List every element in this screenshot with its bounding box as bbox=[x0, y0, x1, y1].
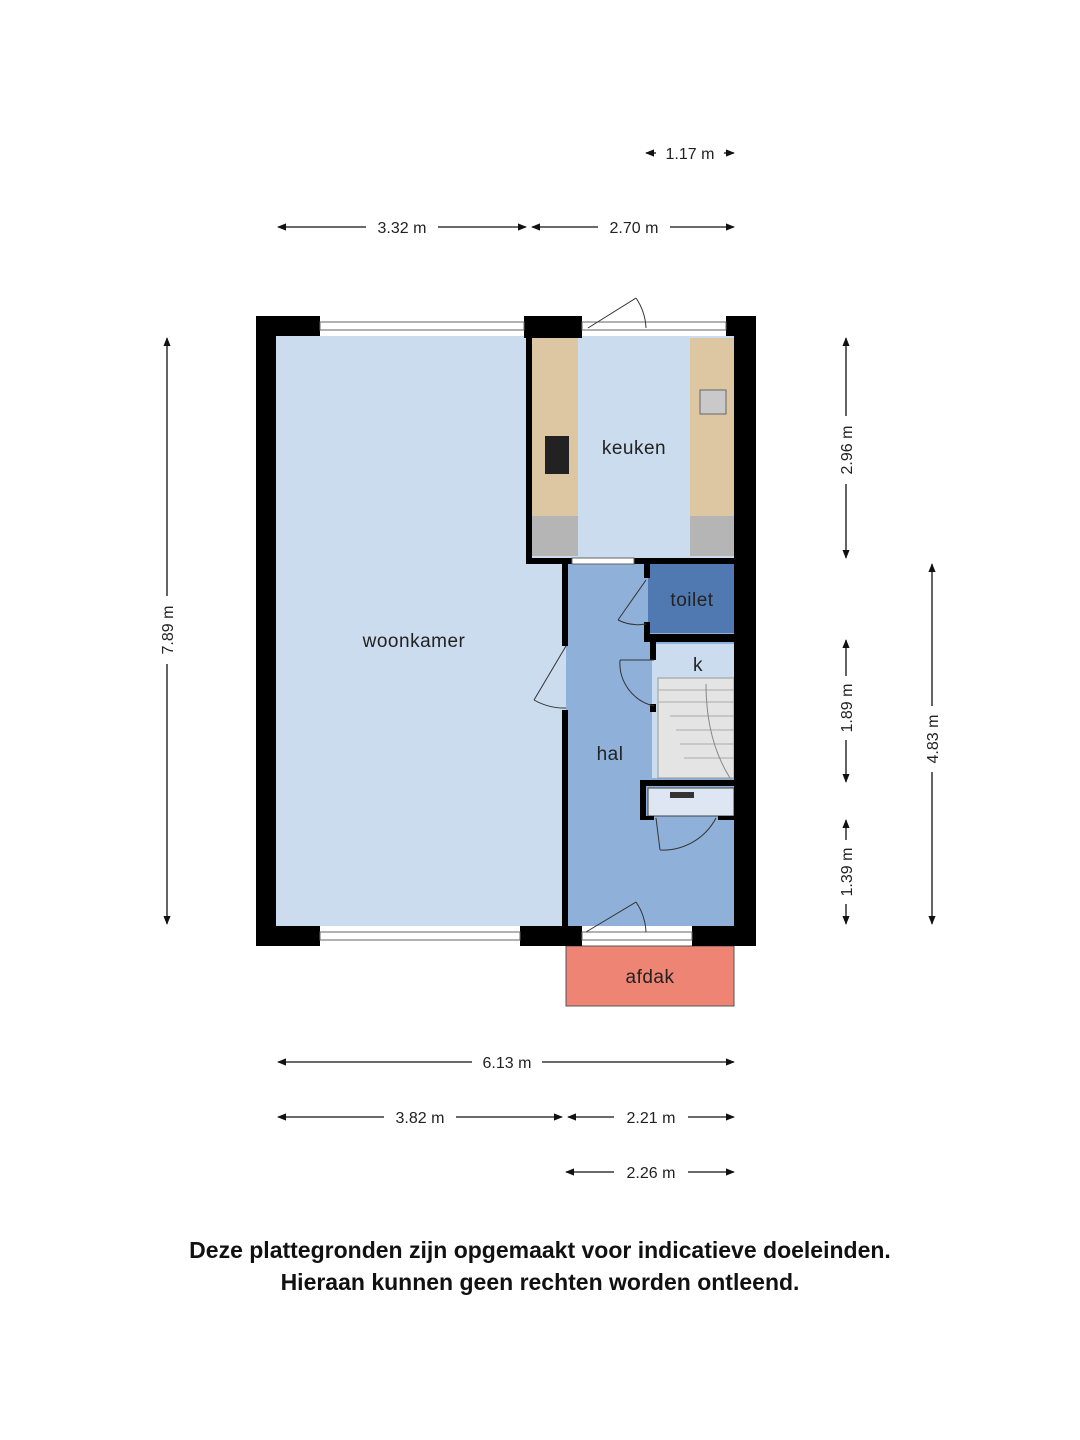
wall-bottom-mid-pier bbox=[520, 926, 582, 946]
dim-bottom-221: 2.21 m bbox=[626, 1110, 676, 1127]
window-top-right bbox=[582, 322, 726, 330]
sink-icon bbox=[700, 390, 726, 414]
window-bottom-right bbox=[582, 932, 692, 940]
dim-right-296: 2.96 m bbox=[839, 425, 856, 475]
dim-right-139: 1.39 m bbox=[839, 847, 856, 897]
stairs-area bbox=[658, 678, 734, 778]
wall-meter-top bbox=[640, 780, 734, 786]
dim-bottom-613: 6.13 m bbox=[482, 1055, 532, 1072]
wall-right bbox=[734, 316, 756, 946]
label-hal: hal bbox=[596, 744, 624, 765]
disclaimer-line-2: Hieraan kunnen geen rechten worden ontleend. bbox=[280, 1269, 800, 1295]
window-top-left bbox=[320, 322, 524, 330]
counter-right-end bbox=[690, 516, 734, 556]
wall-toilet-bottom bbox=[644, 634, 734, 642]
label-kast: k bbox=[693, 655, 703, 676]
label-woonkamer: woonkamer bbox=[362, 631, 466, 652]
meter-cupboard bbox=[648, 788, 734, 816]
counter-left-end bbox=[532, 516, 578, 556]
window-bottom-left bbox=[320, 932, 520, 940]
wall-meter-bottom bbox=[640, 816, 654, 820]
label-afdak: afdak bbox=[625, 967, 675, 988]
wall-kast-left bbox=[650, 642, 656, 660]
label-keuken: keuken bbox=[601, 438, 667, 459]
disclaimer-line-1: Deze plattegronden zijn opgemaakt voor indicatieve doeleinden. bbox=[189, 1237, 891, 1263]
dim-bottom-382: 3.82 m bbox=[395, 1110, 445, 1127]
dim-top-270: 2.70 m bbox=[609, 220, 659, 237]
kitchen-hatch bbox=[572, 558, 634, 564]
dim-top-332: 3.32 m bbox=[377, 220, 427, 237]
wall-top-left-pier bbox=[256, 316, 320, 336]
dim-top-117: 1.17 m bbox=[665, 146, 715, 163]
wall-bottom-right-pier bbox=[692, 926, 756, 946]
dim-right-483: 4.83 m bbox=[925, 714, 942, 764]
dim-bottom-226: 2.26 m bbox=[626, 1165, 676, 1182]
wall-meter-left bbox=[640, 780, 646, 820]
label-toilet: toilet bbox=[670, 590, 714, 611]
wall-top-mid-pier bbox=[524, 316, 582, 338]
wall-meter-bottom-r bbox=[718, 816, 734, 820]
wall-toilet-left bbox=[644, 558, 650, 578]
stove-icon bbox=[545, 436, 569, 474]
dim-right-189: 1.89 m bbox=[839, 683, 856, 733]
wall-hall-left-bottom bbox=[562, 710, 568, 926]
counter-right bbox=[690, 338, 734, 516]
wall-kitchen-left bbox=[526, 336, 532, 564]
wall-hall-left-top bbox=[562, 558, 568, 646]
dim-left-789: 7.89 m bbox=[160, 605, 177, 655]
staircase bbox=[658, 678, 734, 778]
wall-left bbox=[256, 316, 276, 946]
room-floors bbox=[276, 336, 734, 1006]
counter-left bbox=[532, 338, 578, 516]
wall-bottom-left-pier bbox=[256, 926, 320, 946]
